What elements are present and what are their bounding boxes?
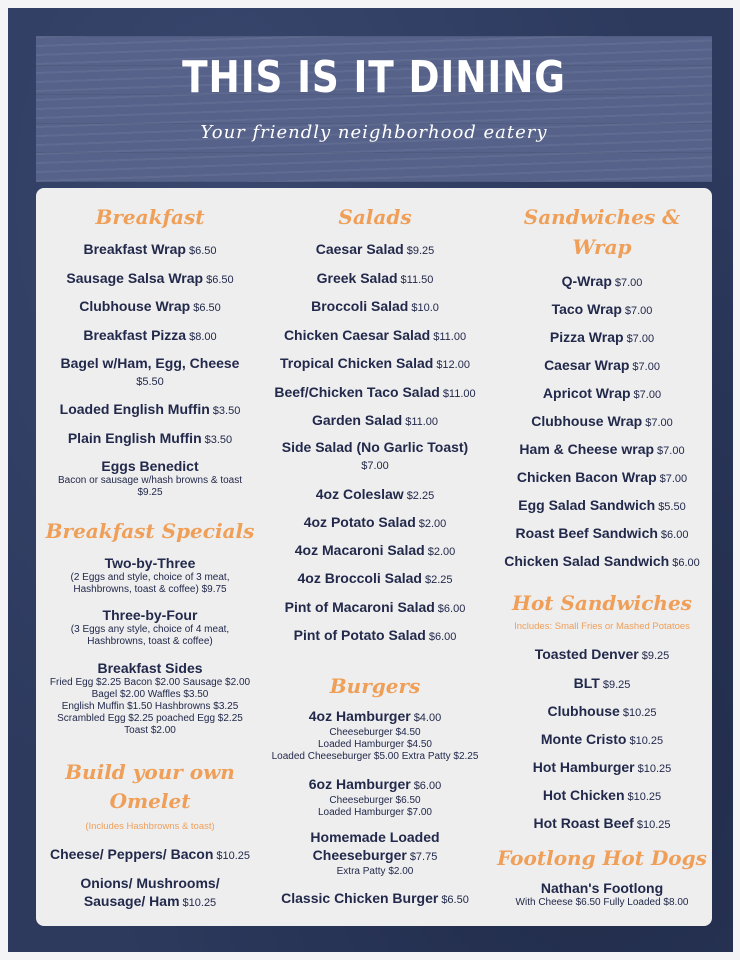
menu-item: Caesar Wrap $7.00 [544,357,660,373]
menu-item: 4oz Broccoli Salad $2.25 [297,570,453,586]
menu-item: Garden Salad $11.00 [311,412,439,428]
menu-item: 4oz Macaroni Salad $2.00 [294,542,456,558]
menu-item: Loaded English Muffin $3.50 [59,401,241,417]
menu-item: Breakfast Sides Fried Egg $2.25 Bacon $2.00 Sausage $2.00 Bagel $2.00 Waffles $3.50 English Muffin $1.50 Hashbrowns $3.25 Scrambled Egg $2.25 poached Egg $2.25 Toast $2.00 [49,660,251,736]
menu-item: Side Salad (No Garlic Toast) $7.00 [281,439,469,472]
menu-item: Sausage Salsa Wrap $6.50 [66,270,234,286]
menu-item: Q-Wrap $7.00 [561,273,643,289]
menu-item: Monte Cristo $10.25 [540,731,664,747]
section-heading-hot-sandwiches: Hot Sandwiches [512,591,692,615]
section-heading-burgers: Burgers [329,674,421,698]
menu-item: Classic Chicken Burger $6.50 [281,890,469,906]
hot-sandwiches-note: Includes: Small Fries or Mashed Potatoes [514,621,690,632]
menu-item: Beef/Chicken Taco Salad $11.00 [274,384,476,400]
menu-item: Chicken Bacon Wrap $7.00 [516,469,688,485]
menu-item: Ham & Cheese wrap $7.00 [519,441,685,457]
menu-item: Nathan's Footlong With Cheese $6.50 Fully Loaded $8.00 [515,880,689,908]
menu-item: Chicken Salad Sandwich $6.00 [504,553,700,569]
menu-item: 6oz Hamburger $6.00 Cheeseburger $6.50 Loaded Hamburger $7.00 [308,776,442,818]
menu-item: Hot Hamburger $10.25 [532,759,672,775]
menu-item: Breakfast Pizza $8.00 [83,327,217,343]
omelet-note: (Includes Hashbrowns & toast) [85,821,215,832]
menu-item: Pint of Potato Salad $6.00 [293,627,457,643]
menu-item: Apricot Wrap $7.00 [542,385,662,401]
menu-item: Greek Salad $11.50 [316,270,434,286]
section-heading-omelet-line1: Build your own [65,760,235,784]
menu-item: Cheese/ Peppers/ Bacon $10.25 [49,846,251,862]
menu-item: Chicken Caesar Salad $11.00 [283,327,467,343]
menu-item: 4oz Potato Salad $2.00 [303,514,447,530]
menu-item: 4oz Hamburger $4.00 Cheeseburger $4.50 Loaded Hamburger $4.50 Loaded Cheeseburger $5.00 Extra Patty $2.25 [271,708,479,762]
section-heading-omelet-line2: Omelet [109,789,191,813]
menu-item: Clubhouse Wrap $6.50 [79,298,221,314]
menu-item: Clubhouse Wrap $7.00 [531,413,673,429]
section-heading-salads: Salads [338,205,412,229]
menu-item: Roast Beef Sandwich $6.00 [515,525,689,541]
section-heading-breakfast-specials: Breakfast Specials [45,519,255,543]
menu-item: Breakfast Wrap $6.50 [83,241,217,257]
menu-item: Homemade Loaded Cheeseburger $7.75 Extra Patty $2.00 [310,829,440,877]
restaurant-title: THIS IS IT DINING [182,52,566,103]
menu-item: Egg Salad Sandwich $5.50 [518,497,686,513]
menu-item: Three-by-Four (3 Eggs any style, choice of 4 meat, Hashbrowns, toast & coffee) [70,607,230,647]
menu-item: Pint of Macaroni Salad $6.00 [284,599,466,615]
menu-item: BLT $9.25 [573,675,631,691]
menu-header [36,36,712,182]
menu-item: Hot Roast Beef $10.25 [533,815,671,831]
menu-item: Eggs Benedict Bacon or sausage w/hash browns & toast $9.25 [58,458,242,498]
menu-item: Bagel w/Ham, Egg, Cheese $5.50 [60,355,240,388]
menu-item: Pizza Wrap $7.00 [549,329,655,345]
section-heading-hot-dogs: Footlong Hot Dogs [497,846,707,870]
menu-item: Plain English Muffin $3.50 [67,430,233,446]
menu-item: Toasted Denver $9.25 [534,646,670,662]
menu-item: Onions/ Mushrooms/ Sausage/ Ham $10.25 [80,875,220,909]
menu-item: Clubhouse $10.25 [547,703,657,719]
restaurant-tagline: Your friendly neighborhood eatery [200,122,548,143]
section-heading-breakfast: Breakfast [95,205,205,229]
menu-card [36,188,712,926]
menu-item: Two-by-Three (2 Eggs and style, choice of 3 meat, Hashbrowns, toast & coffee) $9.75 [70,555,230,595]
menu-item: Tropical Chicken Salad $12.00 [280,355,470,371]
section-heading-sandwiches-line2: Wrap [572,235,632,259]
menu-item: Taco Wrap $7.00 [551,301,653,317]
menu-item: 4oz Coleslaw $2.25 [315,486,435,502]
menu-item: Hot Chicken $10.25 [542,787,662,803]
menu-item: Caesar Salad $9.25 [315,241,435,257]
section-heading-sandwiches-line1: Sandwiches & [523,205,681,229]
menu-item: Broccoli Salad $10.0 [311,298,439,314]
